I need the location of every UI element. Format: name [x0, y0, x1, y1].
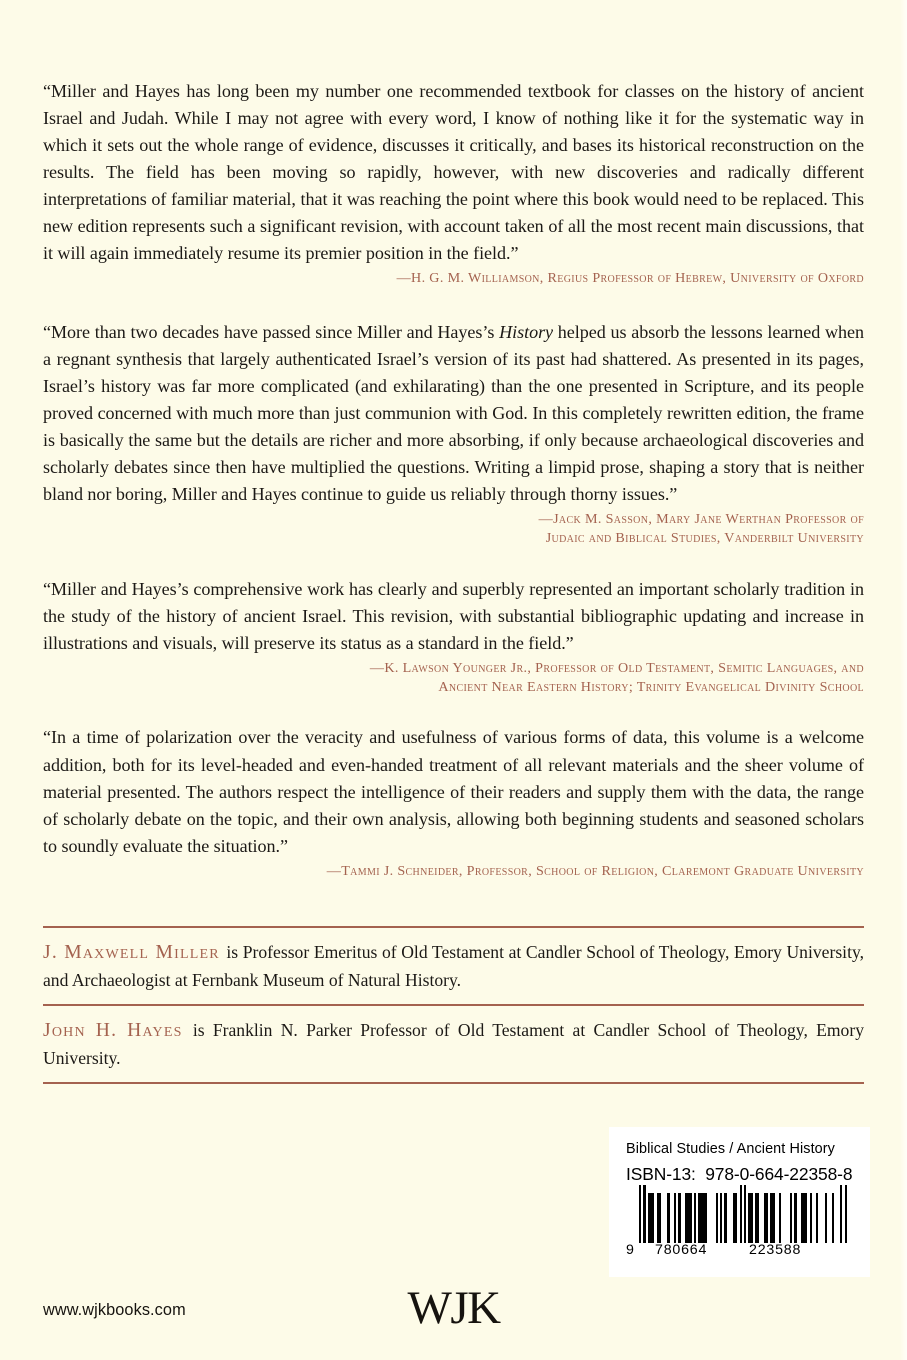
endorsement-2 [43, 319, 864, 548]
endorsement-4 [43, 724, 864, 880]
author-bios [43, 926, 864, 1083]
author-bio-text-hayes: is Franklin N. Parker Professor of Old Testament at Candler School of Theology, Emory University. [43, 1020, 865, 1068]
author-bio-text-miller: is Professor Emeritus of Old Testament at Candler School of Theology, Emory University, and Archaeologist at Fernbank Museum of Natural History. [43, 942, 865, 991]
subject-category: Biblical Studies / Ancient History [626, 1141, 835, 1157]
attribution-line: Judaic and Biblical Studies, Vanderbilt University [545, 530, 864, 547]
author-bio-hayes [43, 1006, 864, 1082]
endorsement-3 [43, 576, 864, 697]
barcode-digits-left: 780664 [655, 1242, 708, 1258]
attribution-line: —Jack M. Sasson, Mary Jane Werthan Professor of [538, 511, 864, 528]
attribution-line: —K. Lawson Younger Jr., Professor of Old Testament, Semitic Languages, and [369, 660, 864, 676]
isbn-number: ISBN-13: 978-0-664-22358-8 [626, 1164, 853, 1184]
barcode-bars [639, 1193, 847, 1243]
endorsement-1 [43, 78, 864, 288]
publisher-logo-wjk: WJK [407, 1282, 500, 1334]
attribution-line: Ancient Near Eastern History; Trinity Evangelical Divinity School [438, 678, 864, 695]
spacer [43, 702, 864, 724]
endorsement-2-quote [43, 319, 864, 508]
barcode [626, 1193, 847, 1258]
endorsement-4-attribution [43, 862, 864, 881]
quote-text-after-title: helped us absorb the lessons learned when a regnant synthesis that largely authenticated Israel’s version of its past had shattered. As presented in its pages, Israel’s history was far more complicated (and exhilarating) than the one presented in Scripture, and its people proved concerned with much more than just communion with God. In this completely rewritten edition, the frame is basically the same but the details are richer and more absorbing, if only because archaeological discoveries and scholarly debates since then have multiplied the questions. Writing a limpid prose, shaping a story that is neither bland nor boring, Miller and Hayes continue to guide us reliably through thorny issues.” [43, 322, 864, 505]
barcode-digit-lead: 9 [626, 1242, 635, 1258]
spacer [43, 294, 864, 319]
divider-rule-bottom [43, 1082, 864, 1084]
cover-content [43, 78, 864, 1084]
endorsement-1-quote: “Miller and Hayes has long been my number one recommended textbook for classes on the history of ancient Israel and Judah. While I may not agree with every word, I know of nothing like it for the systematic way in which it sets out the whole range of evidence, discusses it critically, and bases its historical reconstruction on the results. The field has been moving so rapidly, however, with new discoveries and radically different interpretations of familiar material, that it was reaching the point where this book would need to be replaced. This new edition represents such a significant revision, with account taken of all the most recent main discussions, that it will again immediately resume its premier position in the field.” [43, 81, 864, 264]
spacer [43, 554, 864, 576]
endorsement-3-attribution [43, 659, 864, 696]
barcode-digits-right: 223588 [749, 1242, 802, 1258]
endorsement-1-attribution [43, 269, 864, 288]
endorsement-3-quote: “Miller and Hayes’s comprehensive work has clearly and superbly represented an important scholarly tradition in the study of the history of ancient Israel. This revision, with substantial bibliographic updating and increase in illustrations and visuals, will preserve its status as a standard in the field.” [43, 578, 864, 653]
book-title-history: History [499, 322, 554, 343]
author-name-miller: J. Maxwell Miller [43, 942, 220, 964]
quote-text-before-title: “More than two decades have passed since Miller and Hayes’s [43, 322, 500, 343]
author-bio-miller [43, 928, 864, 1004]
attribution-line: —H. G. M. Williamson, Regius Professor of Hebrew, University of Oxford [396, 270, 864, 287]
author-name-hayes: John H. Hayes [43, 1020, 183, 1042]
isbn-barcode-box [609, 1127, 870, 1277]
endorsement-4-quote: “In a time of polarization over the veracity and usefulness of various forms of data, this volume is a welcome addition, both for its level-headed and even-handed treatment of all relevant materials and the sheer volume of material presented. The authors respect the intelligence of their readers and supply them with the data, the range of scholarly debate on the topic, and their own analysis, allowing both beginning students and seasoned scholars to soundly evaluate the situation.” [43, 727, 864, 856]
endorsement-2-attribution [43, 510, 864, 547]
cover-footer [0, 1110, 907, 1360]
attribution-line: —Tammi J. Schneider, Professor, School of Religion, Claremont Graduate University [326, 862, 864, 879]
publisher-website[interactable]: www.wjkbooks.com [43, 1301, 186, 1319]
barcode-digits [626, 1242, 847, 1258]
